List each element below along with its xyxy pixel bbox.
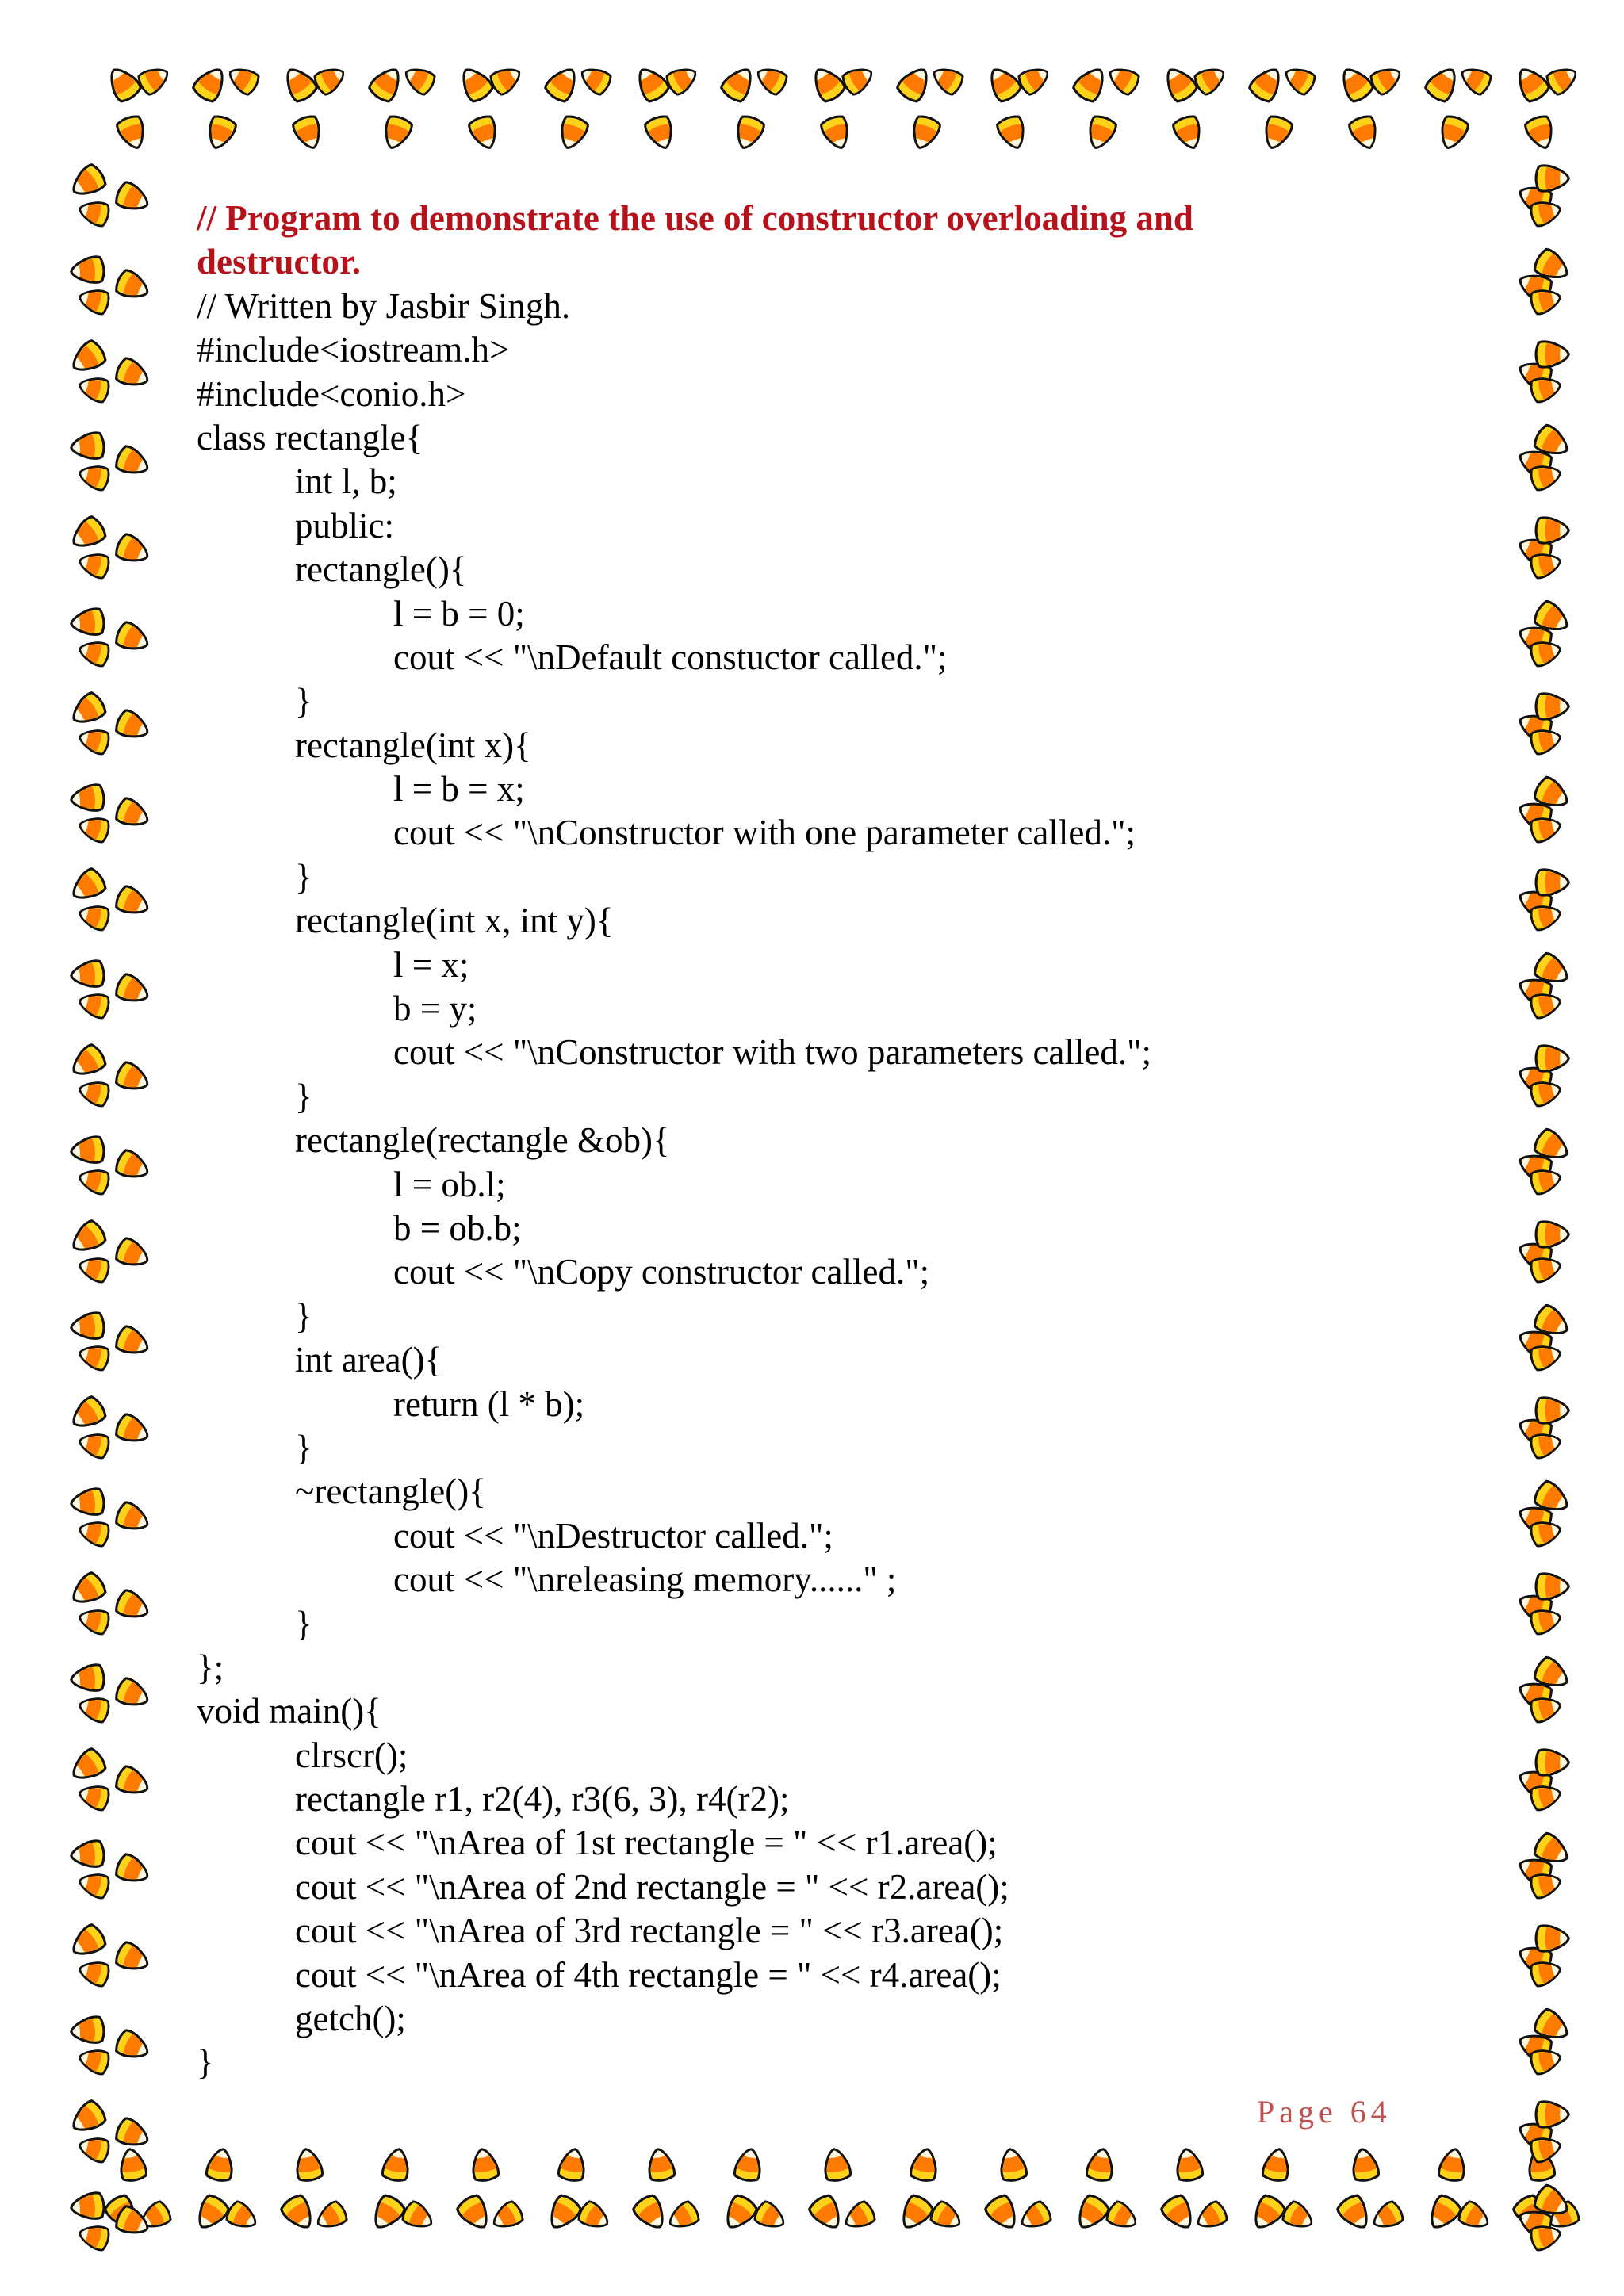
candy-corn-icon bbox=[1536, 1926, 1568, 1951]
candy-corn-icon bbox=[70, 1312, 105, 1341]
candy-corn-icon bbox=[70, 784, 105, 813]
candy-corn-icon bbox=[400, 63, 437, 97]
candy-corn-icon bbox=[1523, 114, 1557, 152]
code-line: cout << "\nArea of 3rd rectangle = " << r3.area(); bbox=[295, 1911, 1004, 1951]
code-line: cout << "\nConstructor with one parameter called."; bbox=[393, 813, 1136, 853]
candy-corn-icon bbox=[77, 813, 111, 843]
candy-corn-icon bbox=[113, 1148, 152, 1184]
candy-corn-icon bbox=[113, 972, 152, 1008]
candy-corn-icon bbox=[103, 63, 143, 104]
code-line: b = y; bbox=[393, 989, 477, 1029]
candy-corn-icon bbox=[77, 2045, 111, 2075]
candy-corn-icon bbox=[117, 2147, 147, 2182]
candy-corn-icon bbox=[113, 268, 152, 304]
candy-corn-icon bbox=[77, 197, 111, 227]
candy-corn-icon bbox=[291, 114, 325, 152]
candy-corn-icon bbox=[67, 867, 108, 906]
code-line: cout << "\nDestructor called."; bbox=[393, 1515, 833, 1556]
code-line: l = x; bbox=[393, 944, 469, 985]
candy-corn-icon bbox=[279, 2193, 319, 2234]
candy-corn-icon bbox=[77, 1165, 111, 1195]
code-line: } bbox=[295, 856, 312, 897]
candy-corn-icon bbox=[204, 114, 238, 152]
candy-corn-icon bbox=[576, 2199, 613, 2233]
program-title-line-2: destructor. bbox=[197, 242, 362, 282]
candy-corn-icon bbox=[400, 2199, 437, 2233]
candy-corn-icon bbox=[367, 2193, 407, 2234]
code-line: getch(); bbox=[295, 1999, 406, 2039]
candy-corn-icon bbox=[1545, 63, 1581, 97]
code-line: ~rectangle(){ bbox=[295, 1471, 486, 1512]
candy-corn-icon bbox=[895, 2193, 935, 2234]
candy-corn-icon bbox=[67, 691, 108, 730]
candy-corn-icon bbox=[1193, 63, 1229, 97]
code-line: rectangle r1, r2(4), r3(6, 3), r4(r2); bbox=[295, 1779, 790, 1820]
candy-corn-icon bbox=[983, 2193, 1023, 2234]
candy-corn-icon bbox=[77, 1077, 111, 1107]
code-line: } bbox=[295, 681, 312, 721]
code-line: cout << "\nArea of 4th rectangle = " << r4.area(); bbox=[295, 1954, 1002, 1995]
code-line: class rectangle{ bbox=[197, 417, 423, 457]
candy-corn-icon bbox=[70, 2192, 105, 2221]
candy-corn-icon bbox=[1536, 1222, 1568, 1247]
code-line: } bbox=[295, 1603, 312, 1644]
candy-corn-icon bbox=[908, 114, 942, 152]
candy-corn-icon bbox=[631, 2193, 671, 2234]
candy-corn-icon bbox=[1159, 63, 1199, 104]
candy-corn-icon bbox=[279, 63, 319, 104]
candy-corn-icon bbox=[1171, 114, 1205, 152]
candy-corn-icon bbox=[467, 114, 501, 152]
candy-corn-icon bbox=[70, 1488, 105, 1517]
candy-corn-icon bbox=[1369, 63, 1405, 97]
candy-corn-icon bbox=[1071, 63, 1111, 104]
candy-corn-icon bbox=[67, 339, 108, 378]
candy-corn-icon bbox=[469, 2147, 500, 2182]
candy-corn-icon bbox=[77, 901, 111, 931]
candy-corn-icon bbox=[1423, 63, 1463, 104]
candy-corn-icon bbox=[1536, 1398, 1568, 1423]
candy-corn-icon bbox=[488, 2199, 525, 2233]
candy-corn-icon bbox=[983, 63, 1023, 104]
code-line: #include<iostream.h> bbox=[197, 330, 510, 370]
candy-corn-icon bbox=[113, 1764, 152, 1800]
candy-corn-icon bbox=[67, 1395, 108, 1434]
candy-corn-icon bbox=[380, 114, 414, 152]
candy-corn-icon bbox=[995, 114, 1029, 152]
candy-corn-icon bbox=[224, 63, 261, 97]
code-line: l = b = x; bbox=[393, 769, 525, 809]
code-line: rectangle(int x){ bbox=[295, 725, 531, 765]
candy-corn-icon bbox=[753, 2199, 789, 2233]
candy-corn-icon bbox=[488, 63, 525, 97]
candy-corn-icon bbox=[367, 63, 407, 104]
candy-corn-icon bbox=[113, 532, 152, 568]
candy-corn-icon bbox=[77, 989, 111, 1019]
candy-corn-icon bbox=[381, 2147, 412, 2182]
code-line: l = b = 0; bbox=[393, 593, 525, 633]
candy-corn-icon bbox=[77, 1253, 111, 1283]
candy-corn-icon bbox=[1086, 2147, 1116, 2182]
candy-corn-icon bbox=[77, 1517, 111, 1547]
candy-corn-icon bbox=[643, 114, 677, 152]
code-line: cout << "\nArea of 1st rectangle = " << r1.area(); bbox=[295, 1823, 998, 1863]
candy-corn-icon bbox=[136, 63, 173, 97]
candy-corn-icon bbox=[312, 63, 349, 97]
candy-corn-icon bbox=[1536, 694, 1568, 719]
candy-corn-icon bbox=[70, 256, 105, 285]
candy-corn-icon bbox=[77, 1341, 111, 1371]
candy-corn-icon bbox=[910, 2147, 940, 2182]
candy-corn-icon bbox=[841, 63, 877, 97]
code-line: int area(){ bbox=[295, 1340, 442, 1380]
candy-corn-icon bbox=[67, 1747, 108, 1786]
code-line: } bbox=[295, 1076, 312, 1116]
candy-corn-icon bbox=[1423, 2193, 1463, 2234]
candy-corn-icon bbox=[1536, 166, 1568, 191]
candy-corn-icon bbox=[1536, 1750, 1568, 1775]
candy-corn-icon bbox=[77, 549, 111, 579]
candy-corn-icon bbox=[1536, 1574, 1568, 1599]
candy-corn-icon bbox=[1335, 63, 1375, 104]
candy-corn-icon bbox=[70, 432, 105, 461]
candy-corn-icon bbox=[293, 2147, 324, 2182]
candy-corn-icon bbox=[113, 884, 152, 920]
candy-corn-icon bbox=[822, 2147, 852, 2182]
candy-corn-icon bbox=[70, 2016, 105, 2045]
candy-corn-icon bbox=[70, 1664, 105, 1693]
candy-corn-icon bbox=[113, 1236, 152, 1272]
code-line: l = ob.l; bbox=[393, 1164, 506, 1204]
candy-corn-icon bbox=[645, 2147, 676, 2182]
code-line: } bbox=[295, 1427, 312, 1468]
candy-corn-icon bbox=[929, 2199, 965, 2233]
candy-corn-icon bbox=[1260, 114, 1294, 152]
candy-corn-icon bbox=[113, 356, 152, 392]
candy-corn-icon bbox=[1350, 2147, 1380, 2182]
candy-corn-icon bbox=[1247, 2193, 1287, 2234]
candy-corn-icon bbox=[1084, 114, 1118, 152]
candy-corn-icon bbox=[1457, 2199, 1493, 2233]
candy-corn-icon bbox=[1017, 63, 1053, 97]
candy-corn-icon bbox=[807, 2193, 847, 2234]
code-line: clrscr(); bbox=[295, 1735, 408, 1775]
code-line: rectangle(int x, int y){ bbox=[295, 901, 614, 941]
candy-corn-icon bbox=[77, 637, 111, 667]
candy-corn-icon bbox=[67, 515, 108, 554]
candy-corn-icon bbox=[1438, 2147, 1468, 2182]
candy-corn-icon bbox=[1511, 63, 1551, 104]
code-line: }; bbox=[197, 1647, 224, 1687]
code-line: rectangle(){ bbox=[295, 549, 467, 590]
candy-corn-icon bbox=[113, 1412, 152, 1448]
candy-corn-icon bbox=[1247, 63, 1287, 104]
candy-corn-icon bbox=[1536, 518, 1568, 543]
candy-corn-icon bbox=[312, 2199, 349, 2233]
candy-corn-icon bbox=[70, 1136, 105, 1165]
code-line: cout << "\nreleasing memory......" ; bbox=[393, 1559, 897, 1600]
candy-corn-icon bbox=[753, 63, 789, 97]
candy-corn-icon bbox=[665, 63, 701, 97]
candy-corn-icon bbox=[113, 1852, 152, 1888]
candy-corn-icon bbox=[77, 461, 111, 491]
candy-corn-icon bbox=[113, 1940, 152, 1976]
candy-corn-icon bbox=[1335, 2193, 1375, 2234]
candy-corn-icon bbox=[556, 114, 590, 152]
candy-corn-icon bbox=[113, 796, 152, 832]
candy-corn-icon bbox=[557, 2147, 588, 2182]
code-line: cout << "\nArea of 2nd rectangle = " << r2.area(); bbox=[295, 1866, 1009, 1907]
candy-corn-icon bbox=[77, 1605, 111, 1635]
candy-corn-icon bbox=[113, 2028, 152, 2064]
candy-corn-icon bbox=[67, 1923, 108, 1962]
candy-corn-icon bbox=[1159, 2193, 1199, 2234]
candy-corn-icon bbox=[929, 63, 965, 97]
candy-corn-icon bbox=[113, 1500, 152, 1536]
candy-corn-icon bbox=[1536, 870, 1568, 895]
candy-corn-icon bbox=[67, 1571, 108, 1610]
candy-corn-icon bbox=[1281, 2199, 1317, 2233]
candy-corn-icon bbox=[1193, 2199, 1229, 2233]
candy-corn-icon bbox=[543, 2193, 583, 2234]
candy-corn-icon bbox=[113, 620, 152, 656]
candy-corn-icon bbox=[841, 2199, 877, 2233]
candy-corn-icon bbox=[113, 1324, 152, 1360]
candy-corn-icon bbox=[576, 63, 613, 97]
candy-corn-icon bbox=[77, 1429, 111, 1459]
candy-corn-icon bbox=[719, 63, 759, 104]
candy-corn-icon bbox=[113, 1676, 152, 1712]
candy-corn-icon bbox=[77, 1957, 111, 1987]
candy-corn-icon bbox=[631, 63, 671, 104]
candy-corn-icon bbox=[191, 2193, 231, 2234]
candy-corn-icon bbox=[1436, 114, 1470, 152]
candy-corn-icon bbox=[70, 1840, 105, 1869]
candy-corn-icon bbox=[205, 2147, 236, 2182]
code-line: rectangle(rectangle &ob){ bbox=[295, 1120, 670, 1161]
candy-corn-icon bbox=[1174, 2147, 1204, 2182]
candy-corn-icon bbox=[895, 63, 935, 104]
candy-corn-icon bbox=[77, 285, 111, 315]
candy-corn-icon bbox=[543, 63, 583, 104]
candy-corn-icon bbox=[77, 1693, 111, 1723]
program-title-line-1: // Program to demonstrate the use of constructor overloading and bbox=[197, 198, 1193, 238]
code-line: } bbox=[197, 2042, 214, 2083]
code-line: } bbox=[295, 1295, 312, 1336]
code-line: #include<conio.h> bbox=[197, 373, 466, 414]
candy-corn-icon bbox=[113, 1588, 152, 1624]
candy-corn-icon bbox=[70, 960, 105, 989]
candy-corn-icon bbox=[807, 63, 847, 104]
code-line: int l, b; bbox=[295, 461, 397, 502]
code-line: cout << "\nCopy constructor called."; bbox=[393, 1252, 930, 1292]
candy-corn-icon bbox=[113, 444, 152, 480]
candy-corn-icon bbox=[1369, 2199, 1405, 2233]
candy-corn-icon bbox=[1105, 2199, 1141, 2233]
page-number: Page 64 bbox=[1257, 2094, 1392, 2130]
candy-corn-icon bbox=[224, 2199, 261, 2233]
candy-corn-icon bbox=[1105, 63, 1141, 97]
candy-corn-icon bbox=[113, 2116, 152, 2152]
candy-corn-icon bbox=[77, 725, 111, 755]
code-line: b = ob.b; bbox=[393, 1207, 522, 1248]
candy-corn-icon bbox=[1017, 2199, 1053, 2233]
candy-corn-icon bbox=[719, 2193, 759, 2234]
code-line: // Written by Jasbir Singh. bbox=[197, 285, 571, 326]
code-line: public: bbox=[295, 505, 394, 545]
candy-corn-icon bbox=[113, 1060, 152, 1096]
code-line: return (l * b); bbox=[393, 1383, 585, 1424]
candy-corn-icon bbox=[1347, 114, 1381, 152]
candy-corn-icon bbox=[732, 114, 766, 152]
code-line: cout << "\nConstructor with two parameters called."; bbox=[393, 1032, 1152, 1073]
candy-corn-icon bbox=[1536, 342, 1568, 367]
candy-corn-icon bbox=[113, 708, 152, 744]
candy-corn-icon bbox=[819, 114, 853, 152]
candy-corn-icon bbox=[67, 1219, 108, 1258]
candy-corn-icon bbox=[77, 1869, 111, 1899]
candy-corn-icon bbox=[70, 608, 105, 637]
candy-corn-icon bbox=[191, 63, 231, 104]
candy-corn-icon bbox=[455, 63, 495, 104]
candy-corn-icon bbox=[455, 2193, 495, 2234]
candy-corn-icon bbox=[998, 2147, 1028, 2182]
candy-corn-icon bbox=[113, 180, 152, 216]
candy-corn-icon bbox=[1536, 1046, 1568, 1071]
candy-corn-icon bbox=[77, 373, 111, 403]
candy-corn-icon bbox=[77, 1781, 111, 1811]
candy-corn-icon bbox=[665, 2199, 701, 2233]
candy-corn-icon bbox=[1071, 2193, 1111, 2234]
candy-corn-icon bbox=[67, 2099, 108, 2138]
candy-corn-icon bbox=[733, 2147, 764, 2182]
code-line: cout << "\nDefault constuctor called."; bbox=[393, 637, 948, 677]
candy-corn-icon bbox=[67, 1043, 108, 1082]
candy-corn-icon bbox=[1281, 63, 1317, 97]
candy-corn-icon bbox=[1262, 2147, 1292, 2182]
candy-corn-icon bbox=[115, 114, 149, 152]
candy-corn-icon bbox=[77, 2221, 111, 2251]
candy-corn-icon bbox=[1536, 2102, 1568, 2127]
candy-corn-icon bbox=[77, 2133, 111, 2163]
code-listing bbox=[197, 197, 1497, 2085]
code-line: void main(){ bbox=[197, 1691, 381, 1732]
candy-corn-icon bbox=[1457, 63, 1493, 97]
candy-corn-icon bbox=[67, 163, 108, 202]
